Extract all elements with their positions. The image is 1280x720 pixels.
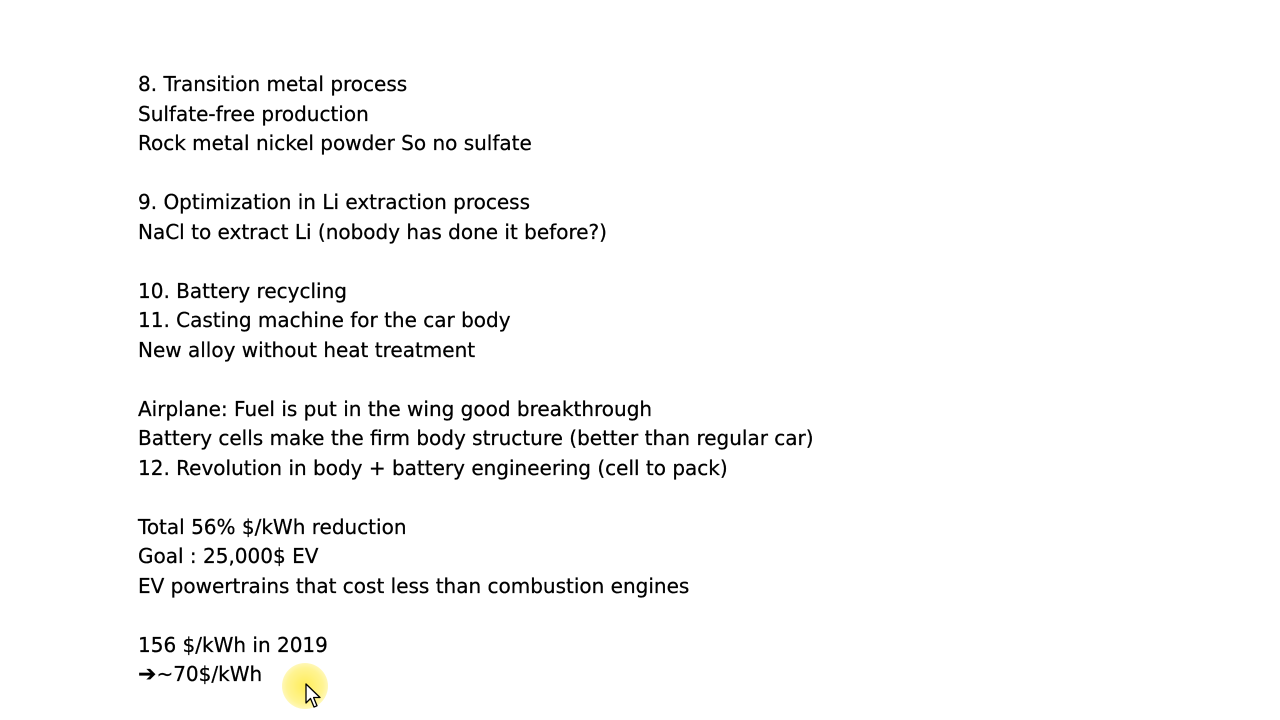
- note-line: Airplane: Fuel is put in the wing good breakthrough: [138, 396, 653, 421]
- note-line: New alloy without heat treatment: [138, 337, 476, 362]
- notes-block-structural-battery: [138, 395, 814, 484]
- note-line: Goal : 25,000$ EV: [138, 544, 319, 568]
- note-line: 156 $/kWh in 2019: [138, 632, 328, 657]
- note-line: EV powertrains that cost less than combustion engines: [138, 573, 690, 598]
- note-line: Sulfate-free production: [138, 101, 369, 126]
- notes-block-li-extraction: [138, 188, 814, 247]
- blank-line: [138, 601, 814, 631]
- note-line: 11. Casting machine for the car body: [138, 308, 511, 332]
- note-line-target-price: ~70$/kWh: [156, 662, 263, 686]
- note-line: Battery cells make the firm body structure (better than regular car): [138, 426, 814, 450]
- note-line: 8. Transition metal process: [138, 72, 408, 96]
- blank-line: [138, 159, 814, 189]
- notes-block-transition-metal: [138, 70, 814, 159]
- notes-block-cost-goal: [138, 513, 814, 602]
- mouse-pointer-icon: [305, 683, 323, 709]
- notes-block-recycling-casting: [138, 277, 814, 366]
- note-line: 10. Battery recycling: [138, 278, 347, 303]
- note-line: 9. Optimization in Li extraction process: [138, 190, 531, 214]
- notes-body: [138, 70, 814, 690]
- blank-line: [138, 365, 814, 395]
- right-arrow-icon: ➔: [138, 662, 157, 687]
- note-line: Rock metal nickel powder So no sulfate: [138, 131, 532, 155]
- blank-line: [138, 247, 814, 277]
- notes-block-kwh-price: [138, 631, 814, 690]
- note-line: NaCl to extract Li (nobody has done it before?): [138, 219, 607, 244]
- note-line-arrow: [138, 660, 814, 690]
- blank-line: [138, 483, 814, 513]
- note-line: Total 56% $/kWh reduction: [138, 514, 407, 539]
- note-line: 12. Revolution in body + battery engineering (cell to pack): [138, 455, 728, 480]
